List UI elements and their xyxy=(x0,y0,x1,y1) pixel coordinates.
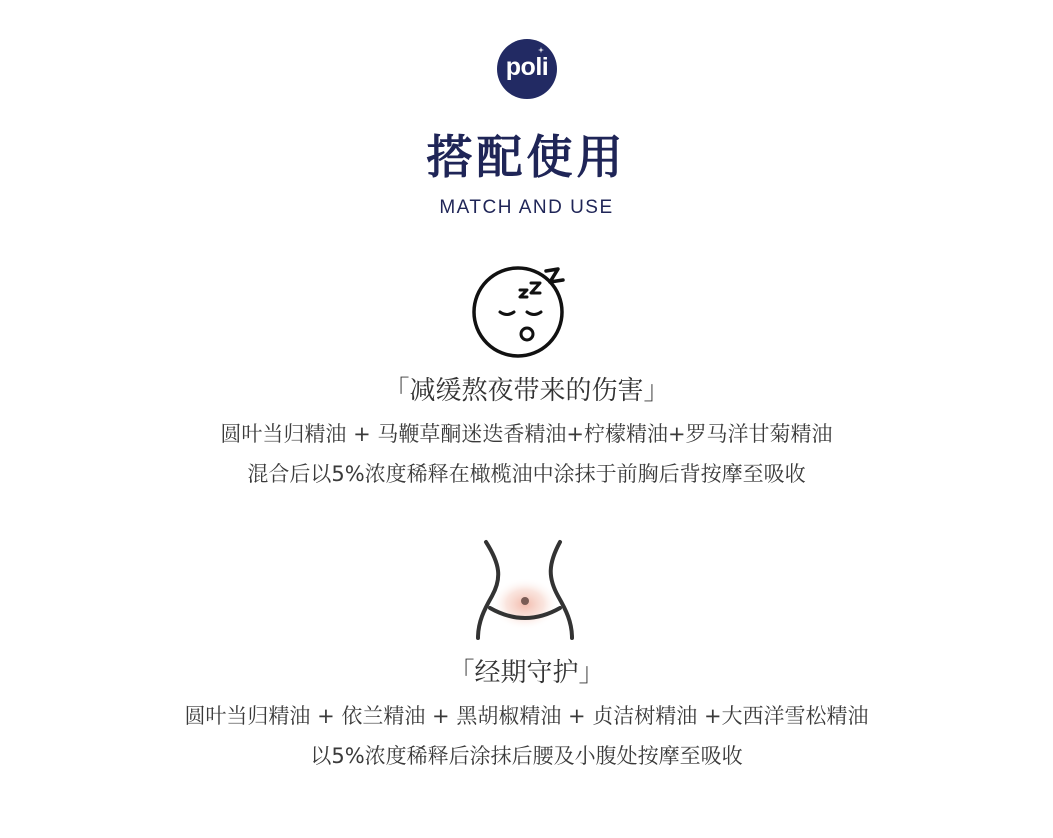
logo-text: poli xyxy=(505,53,549,81)
section-line: 以5%浓度稀释后涂抹后腰及小腹处按摩至吸收 xyxy=(310,744,743,768)
section-line: 混合后以5%浓度稀释在橄榄油中涂抹于前胸后背按摩至吸收 xyxy=(247,462,806,486)
page-subtitle: MATCH AND USE xyxy=(439,197,614,218)
page-title: 搭配使用 xyxy=(426,130,627,184)
sleeping-face-icon xyxy=(471,262,581,362)
waist-belly-icon xyxy=(470,538,582,644)
poli-logo xyxy=(497,39,557,99)
section-line: 圆叶当归精油 + 马鞭草酮迷迭香精油+柠檬精油+罗马洋甘菊精油 xyxy=(220,422,833,446)
section-title-late-night: 「减缓熬夜带来的伤害」 xyxy=(383,376,670,406)
section-title-period-care: 「经期守护」 xyxy=(448,658,605,688)
section-line: 圆叶当归精油 + 依兰精油 + 黑胡椒精油 + 贞洁树精油 +大西洋雪松精油 xyxy=(184,704,869,728)
